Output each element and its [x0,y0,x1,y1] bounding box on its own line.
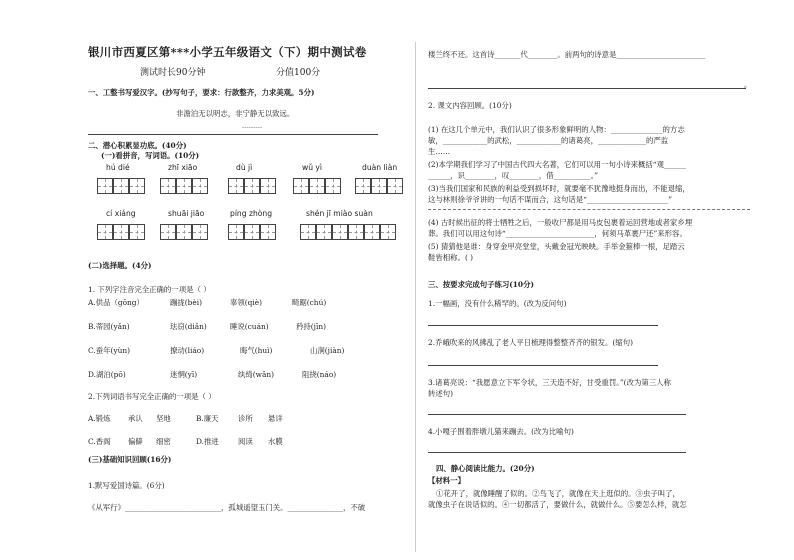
q1-heading: 一、工整书写爱汉字。(抄写句子，要求：行款整齐，力求美观。5分) [88,88,315,97]
mc2-b3: 悬详 [268,414,283,423]
pinyin-5: duàn liàn [362,163,398,172]
material-line-2: 就像虫子在说话似的。④一切都活了，要做什么，就做什么。⑤要怎么样，就怎 [428,500,687,509]
q2-sub1: (一)看拼音，写词语。(10分) [101,151,200,160]
mc2-c2: 偏僻 [128,437,143,446]
mc1-b1[interactable]: B.蒂园(yǎn) [88,322,130,331]
mc2-b1[interactable]: B.廉天 [196,414,219,423]
writing-box-6[interactable] [97,224,145,240]
pinyin-9: shén jī miào suàn [306,209,373,218]
mc1-d2: 迷惘(yī) [170,370,198,379]
pinyin-6: cí xiáng [106,209,136,218]
mc1-b4: 矜持(jīn) [296,322,326,331]
mc2-c3: 细密 [156,437,171,446]
writing-box-5[interactable] [355,178,403,194]
q2-sub2: (二)选择题。(4分) [88,261,152,270]
writing-box-3[interactable] [228,178,276,194]
sentence-3-answer[interactable] [428,414,686,415]
writing-box-8[interactable] [228,224,276,240]
pinyin-8: píng zhòng [230,209,273,218]
review-5b[interactable]: 鞋皆相称。( ) [428,253,474,262]
mc1-c1[interactable]: C.蚕年(yùn) [88,346,130,355]
pinyin-7: shuāi jiāo [168,209,205,218]
material-label: 【材料一】 [428,476,465,485]
poem-continuation[interactable]: 楼兰终不还。这首诗_______代________。前两句的诗意是________________________ [428,50,706,59]
review-1[interactable]: (1) 在这几个单元中，我们认识了很多形象鲜明的人物：______________的方志 [428,125,685,134]
writing-box-9[interactable] [300,224,396,240]
mc1-c2: 撩动(liáo) [170,346,205,355]
mc2-stem: 2.下列词语书写完全正确的一项是（ ） [88,392,216,401]
mc1-stem: 1. 下列字注音完全正确的一项是（ ） [88,285,211,294]
mc1-c3: 晦气(huì) [240,346,273,355]
poem-meaning-line[interactable] [428,88,746,89]
review-2[interactable]: (2)本学期我们学习了中国古代四大名著，它们可以用一句小诗来概括“观______ [428,160,687,169]
poem-line[interactable]: 《从军行》__________________________，孤城遥望玉门关。_______________，不破 [88,503,366,512]
mc2-a2: 承认 [128,414,143,423]
review-1b[interactable]: 敏，____________的武松，____________的诸葛亮，_____________的严监 [428,136,669,145]
mc1-b2: 珐窃(diǎn) [170,322,207,331]
pinyin-3: dù jì [236,163,253,172]
mc2-d3: 水膜 [268,437,283,446]
exam-title: 银川市西夏区第***小学五年级语文（下）期中测试卷 [88,45,367,59]
review-3: (3)当我们国家和民族的利益受到损坏时，就要毫不犹豫地挺身而出，不能退缩， [428,184,690,193]
mc1-a4: 畸踞(chú) [292,298,327,307]
mc1-d1[interactable]: D.湖泊(pō) [88,370,126,379]
material-line-1: ①花开了，就像睡醒了似的。②鸟飞了，就像在天上逛似的。③虫子叫了， [436,489,680,498]
mc1-d4: 阻挠(náo) [302,370,337,379]
recite-instruction: 1.默写爱国诗篇。(6分) [88,481,165,490]
q2-sub3: (三)基础知识回顾(16分) [88,455,172,464]
exam-duration: 测试时长90分钟 [140,68,206,78]
review-4b[interactable]: 葬。我们可以用这句诗“________________________，何须马革裹尸还”来形容。 [428,229,687,238]
mc2-a3: 坚地 [156,414,171,423]
mc1-a3: 辜领(qiè) [230,298,263,307]
q1-sentence: 非澹泊无以明志，非宁静无以致远。 [176,109,295,118]
q1-answer-line[interactable] [88,134,378,135]
mc1-c4: 山涧(jiàn) [310,346,345,355]
writing-box-7[interactable] [160,224,208,240]
q1-dashes: --------- [242,123,263,131]
pinyin-4: wǔ yì [302,163,323,172]
review-4: (4) 古时候出征的将士牺牲之后，一般收尸都是用马皮包裹着运回营地或者家乡埋 [428,218,693,227]
mc1-d3: 纨绮(wǎn) [238,370,275,379]
pinyin-1: hú dié [106,163,130,172]
sentence-4: 4.小嘎子围着胖墩儿猫来蹦去。(改为比喻句) [428,427,574,436]
q2-review-heading: 2. 课文内容回顾。(10分) [428,101,512,110]
mc2-a1[interactable]: A.锻炼 [88,414,111,423]
end-mark: 。 [744,80,752,89]
q4-heading: 四、静心阅读比能力。(20分) [436,464,535,473]
review-3b[interactable]: 这与林则徐爷爷讲的一句话不谋而合，这句话是“______________________” [428,195,673,204]
q2-heading: 二、潜心积累显功底。(40分) [88,141,187,150]
mc1-a1[interactable]: A.供品（gōng） [88,298,144,307]
column-divider [415,42,416,552]
writing-box-1[interactable] [97,178,145,194]
review-2b[interactable]: ______，识________，叹________，借__________。” [428,171,599,180]
sentence-4-answer[interactable] [428,452,686,453]
writing-box-2[interactable] [160,178,208,194]
mc2-d2: 阅读 [238,437,253,446]
sentence-3: 3.诸葛亮说：“我愿意立下军令状，三天造不好，甘受重罚。”(改为第三人称 [428,378,671,387]
writing-box-4[interactable] [293,178,341,194]
mc2-d1[interactable]: D.推进 [196,437,219,446]
mc2-c1[interactable]: C.香阁 [88,437,111,446]
sentence-3b: 转述句) [428,389,454,398]
review-5: (5) 猜猜他是谁：身穿金甲亮堂堂，头戴金冠光映映。手举金箍棒一根，足踏云 [428,242,685,251]
review-1c: 生…… [428,147,451,156]
review-divider [428,209,750,210]
mc1-a2: 蹦拢(bèi) [170,298,203,307]
sentence-2: 2.乔峨吹来的风拂乱了老人平日梳理得整整齐齐的银发。(缩句) [428,338,633,347]
sentence-1: 1.一幅画，没有什么稀罕的。(改为反问句) [428,299,567,308]
mc2-b2: 诊所 [238,414,253,423]
mc1-b3: 睡说(cuán) [230,322,269,331]
pinyin-2: zhī xiāo [168,163,198,172]
sentence-1-answer[interactable] [428,325,658,326]
sentence-2-answer[interactable] [428,365,658,366]
q3-heading: 三、按要求完成句子练习(10分) [428,280,534,289]
exam-score: 分值100分 [276,68,321,78]
